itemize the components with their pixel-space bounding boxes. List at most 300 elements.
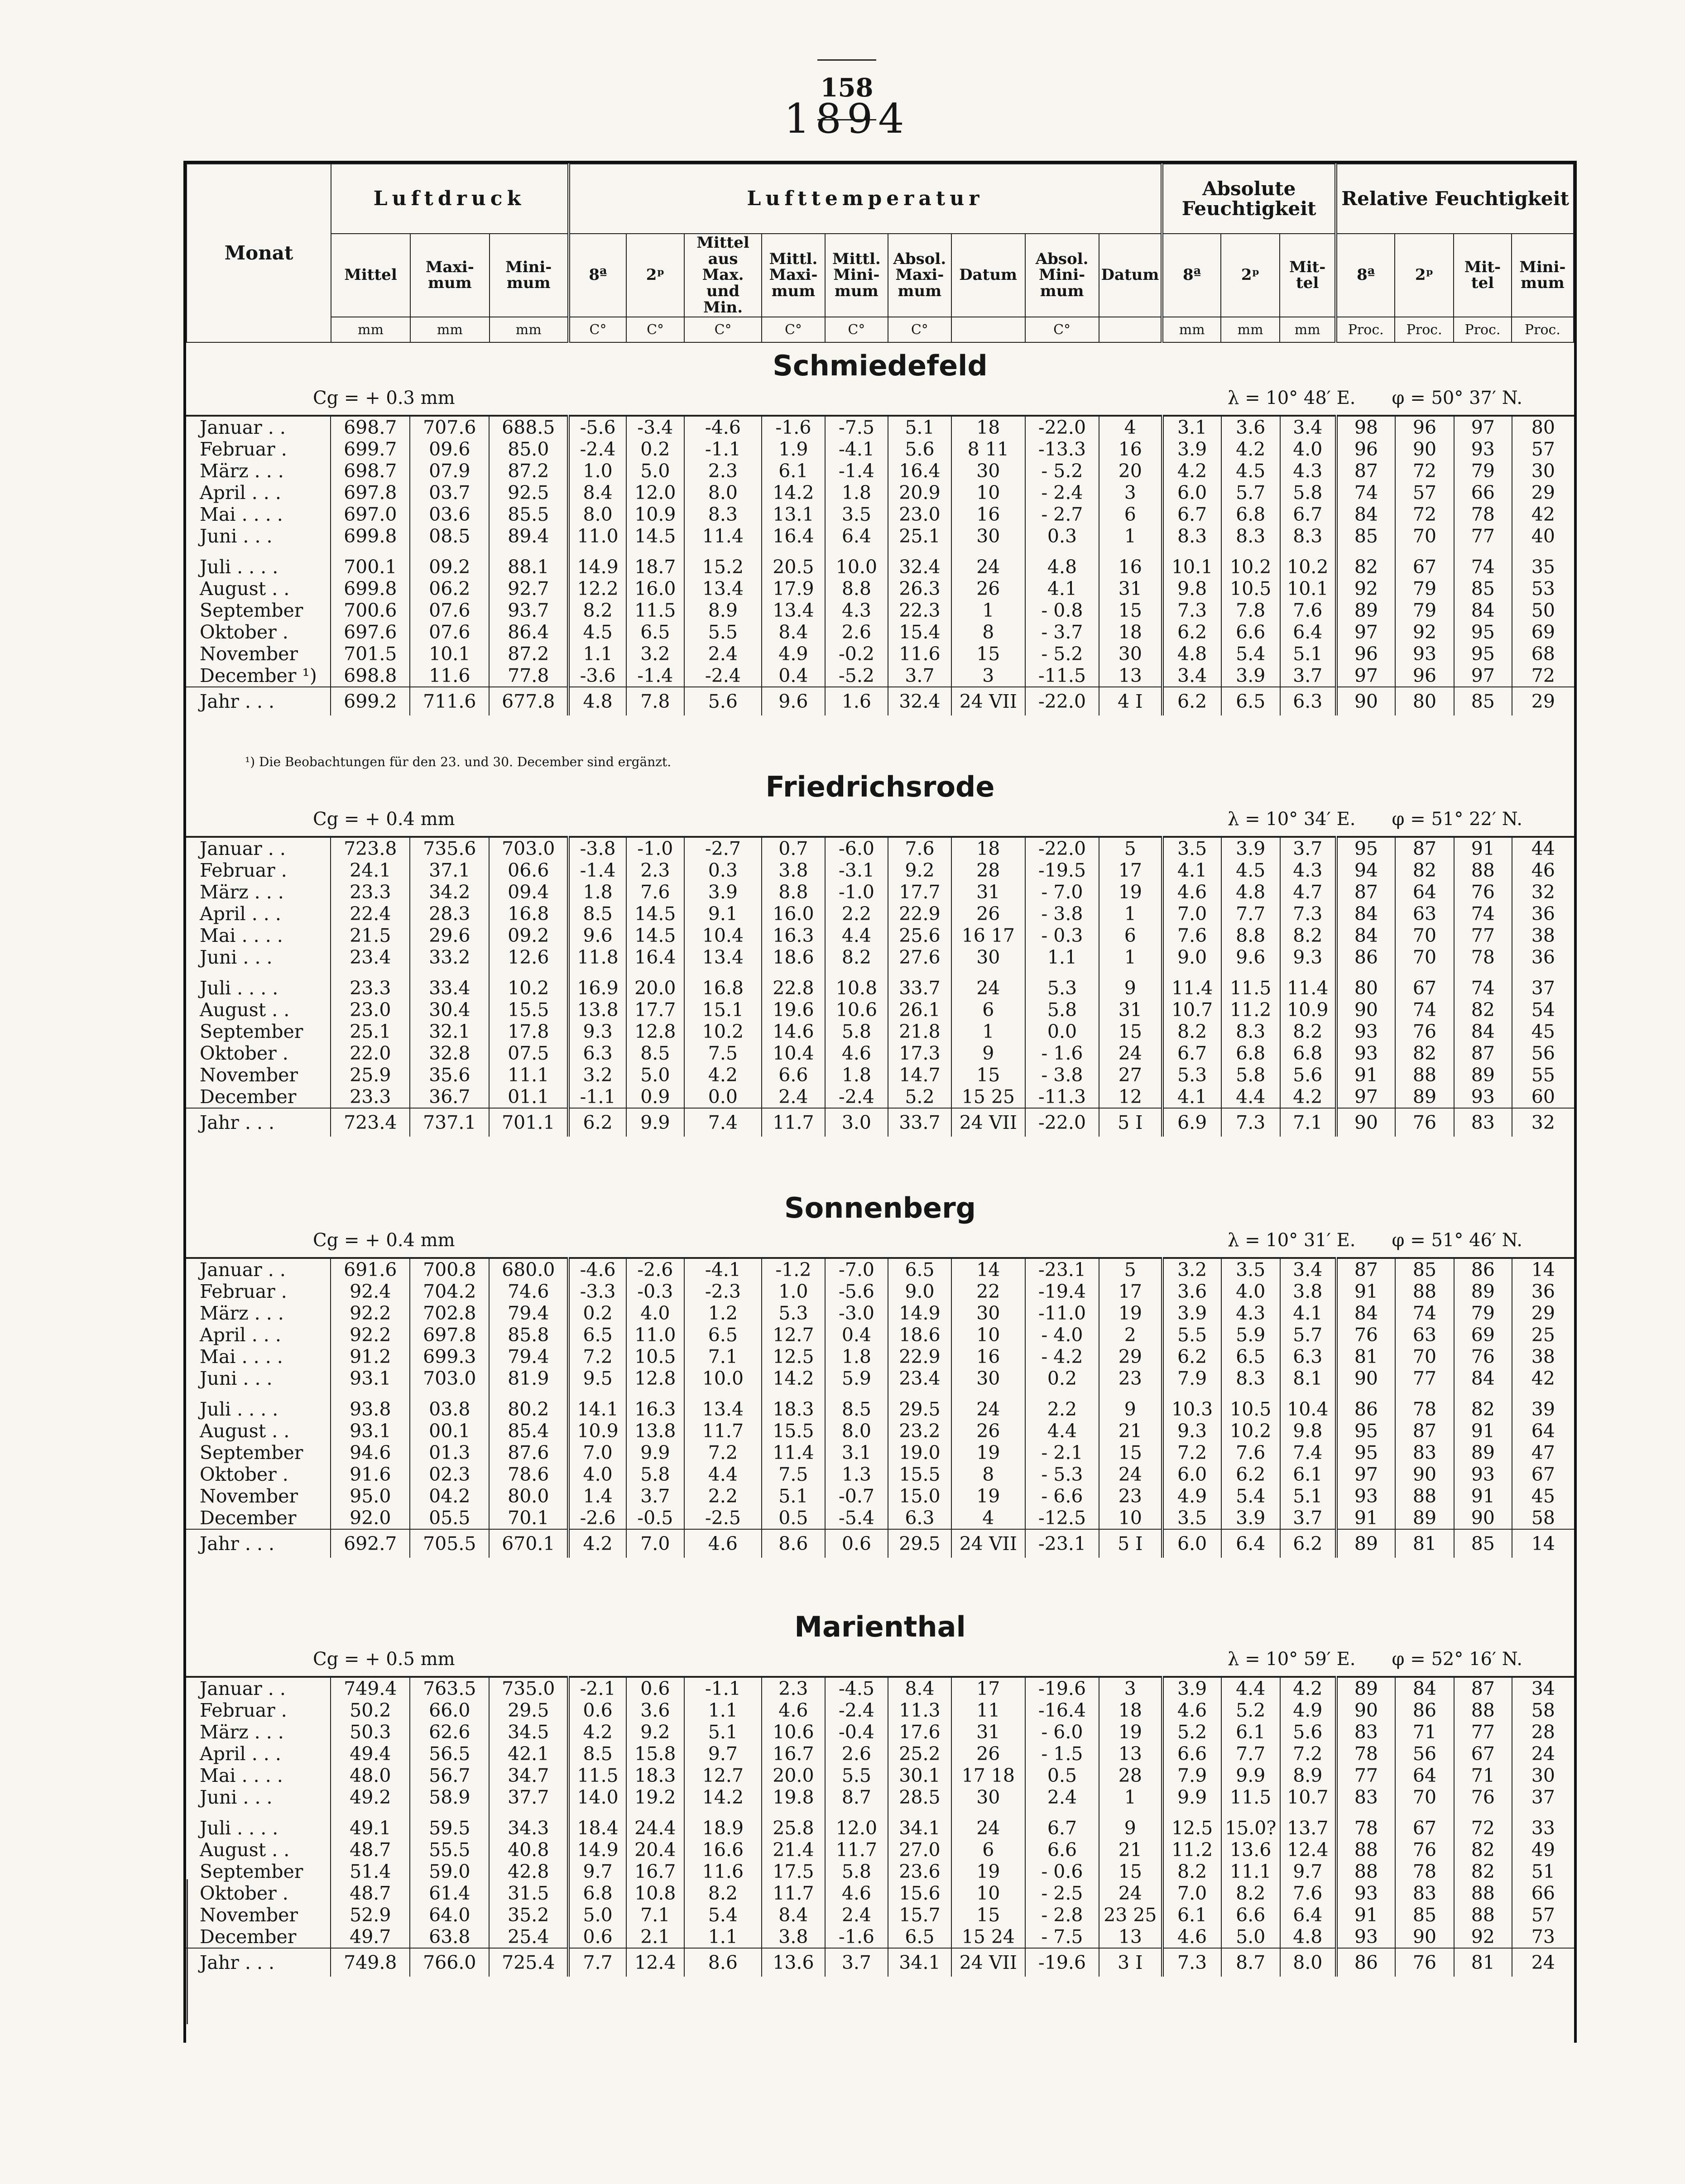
- cell: 16.0: [762, 903, 825, 925]
- cell: 5 I: [1099, 1108, 1162, 1137]
- cell: 7.6: [626, 881, 684, 903]
- gap-cell: [1336, 1808, 1395, 1817]
- station-title: Sonnenberg: [784, 1191, 976, 1224]
- cell: 29: [1099, 1346, 1162, 1368]
- cell: 80: [1512, 416, 1574, 438]
- cell: 17.3: [888, 1042, 951, 1064]
- cell: 89: [1454, 1064, 1512, 1086]
- cell: 6.1: [1162, 1904, 1221, 1926]
- cell: 9.8: [1280, 1420, 1336, 1442]
- cell: -3.1: [825, 859, 888, 881]
- cell: 766.0: [410, 1948, 489, 1977]
- cell: 68: [1512, 643, 1574, 665]
- cell: 79: [1395, 578, 1454, 600]
- subheader-15: 8ª: [1336, 234, 1395, 317]
- cell: 6.6: [1025, 1839, 1099, 1861]
- cell: 18.6: [888, 1324, 951, 1346]
- cell: 90: [1395, 1926, 1454, 1948]
- cell: 28: [1099, 1765, 1162, 1786]
- cell: 80: [1336, 977, 1395, 999]
- cell: 8.6: [684, 1948, 762, 1977]
- cell: 03.7: [410, 482, 489, 504]
- cell: 4.2: [1280, 1086, 1336, 1108]
- cell: - 5.2: [1025, 460, 1099, 482]
- month-label: Juni . . .: [200, 1786, 273, 1808]
- cell: 5.6: [684, 687, 762, 715]
- month-label: Oktober .: [200, 1042, 288, 1064]
- cell: 23.4: [331, 946, 410, 968]
- cell: 03.8: [410, 1398, 489, 1420]
- cell: 8.3: [1221, 525, 1280, 547]
- cell: 32.4: [888, 556, 951, 578]
- cell: 9: [1099, 977, 1162, 999]
- cell: 85: [1395, 1258, 1454, 1281]
- cell: 76: [1395, 1021, 1454, 1042]
- cell: 40: [1512, 525, 1574, 547]
- cell: 9: [1099, 1398, 1162, 1420]
- cell: 80.2: [489, 1398, 568, 1420]
- cell: - 4.2: [1025, 1346, 1099, 1368]
- cell: 34.5: [489, 1721, 568, 1743]
- unit-8: C°: [888, 317, 951, 342]
- cell: 9.5: [568, 1368, 626, 1389]
- cell: 3: [1099, 482, 1162, 504]
- cell: 16.8: [489, 903, 568, 925]
- table-row: [186, 859, 1574, 881]
- cell: 10: [951, 482, 1025, 504]
- cell: 36: [1512, 903, 1574, 925]
- cell: 86: [1454, 1258, 1512, 1281]
- cell: 76: [1454, 881, 1512, 903]
- cell: 3.9: [1162, 438, 1221, 460]
- cell: 06.2: [410, 578, 489, 600]
- cell: 11.4: [1280, 977, 1336, 999]
- cell: 82: [1454, 1839, 1512, 1861]
- cell: -1.6: [825, 1926, 888, 1948]
- cell: 8.0: [568, 504, 626, 525]
- cell: 19.6: [762, 999, 825, 1021]
- cell: 8.2: [1162, 1861, 1221, 1882]
- cell: 5.6: [888, 438, 951, 460]
- station-table: [186, 836, 1574, 1137]
- cell: 36.7: [410, 1086, 489, 1108]
- cell: 4.2: [1221, 438, 1280, 460]
- month-label: März . . .: [200, 1721, 284, 1743]
- cell: 77: [1454, 525, 1512, 547]
- gap-cell: [1221, 1389, 1280, 1398]
- gap-cell: [568, 1808, 626, 1817]
- cell: 3.4: [1280, 1258, 1336, 1281]
- cell: 27.6: [888, 946, 951, 968]
- cell: 6.7: [1162, 1042, 1221, 1064]
- cell: 84: [1454, 1021, 1512, 1042]
- cell: 6.1: [762, 460, 825, 482]
- cell: 30: [951, 1786, 1025, 1808]
- cell: 85: [1454, 578, 1512, 600]
- cell: 16: [1099, 556, 1162, 578]
- cell: -19.6: [1025, 1948, 1099, 1977]
- cell: 11.2: [1221, 999, 1280, 1021]
- month-label: November: [200, 643, 298, 665]
- cell: 688.5: [489, 416, 568, 438]
- cell: 5.0: [568, 1904, 626, 1926]
- cell: 93: [1336, 1042, 1395, 1064]
- cell: 29.5: [888, 1398, 951, 1420]
- cell: 55.5: [410, 1839, 489, 1861]
- cell: 6.6: [1221, 621, 1280, 643]
- cell: 15: [951, 643, 1025, 665]
- row-gap: [186, 547, 1574, 556]
- cell: 7.5: [684, 1042, 762, 1064]
- cell: 699.3: [410, 1346, 489, 1368]
- cell: 1: [1099, 1786, 1162, 1808]
- cell: 60: [1512, 1086, 1574, 1108]
- cell: 2.1: [626, 1926, 684, 1948]
- cell: 5: [1099, 1258, 1162, 1281]
- cell: 23.4: [888, 1368, 951, 1389]
- cell: 28: [951, 859, 1025, 881]
- cell: 67: [1454, 1743, 1512, 1765]
- cell: -22.0: [1025, 1108, 1099, 1137]
- cell: 93: [1336, 1485, 1395, 1507]
- cell: 89.4: [489, 525, 568, 547]
- cell: 1.8: [825, 482, 888, 504]
- cell: 26: [951, 1743, 1025, 1765]
- cell: 7.3: [1280, 903, 1336, 925]
- cell: 9.3: [1280, 946, 1336, 968]
- cell: 6.2: [1221, 1464, 1280, 1485]
- cell: 8.0: [684, 482, 762, 504]
- gap-cell: [684, 968, 762, 977]
- cell: 0.3: [684, 859, 762, 881]
- gap-cell: [1454, 547, 1512, 556]
- table-row: [186, 1904, 1574, 1926]
- cell: 31: [951, 881, 1025, 903]
- table-row: [186, 1302, 1574, 1324]
- cell: 42: [1512, 1368, 1574, 1389]
- unit-6: C°: [762, 317, 825, 342]
- cell: 88: [1395, 1485, 1454, 1507]
- cell: 26: [951, 1420, 1025, 1442]
- cell: 8.8: [1221, 925, 1280, 946]
- cell: 3.9: [1221, 837, 1280, 859]
- subheader-12: 8ª: [1162, 234, 1221, 317]
- cell: 36: [1512, 1281, 1574, 1302]
- cell: 0.2: [626, 438, 684, 460]
- cell: 19: [1099, 1302, 1162, 1324]
- cell: -6.0: [825, 837, 888, 859]
- cell: 697.6: [331, 621, 410, 643]
- cell: 49.2: [331, 1786, 410, 1808]
- cell: 697.0: [331, 504, 410, 525]
- cell: 21.8: [888, 1021, 951, 1042]
- cell: 4.6: [1162, 881, 1221, 903]
- cell: 8.2: [825, 946, 888, 968]
- cell: 16: [1099, 438, 1162, 460]
- gap-cell: [1162, 1808, 1221, 1817]
- month-label: Juli . . . .: [200, 1398, 278, 1420]
- cell: 67: [1395, 977, 1454, 999]
- cell: 18: [951, 416, 1025, 438]
- unit-10: C°: [1025, 317, 1099, 342]
- cell: 14.6: [762, 1021, 825, 1042]
- cell: 4.4: [1025, 1420, 1099, 1442]
- cell: 3.8: [762, 1926, 825, 1948]
- table-row: [186, 1064, 1574, 1086]
- month-label: April . . .: [200, 482, 281, 504]
- month-label: Jahr . . .: [186, 1529, 331, 1558]
- cell: 8.3: [1162, 525, 1221, 547]
- cell: 92.5: [489, 482, 568, 504]
- cell: - 0.8: [1025, 600, 1099, 621]
- cell: -2.1: [568, 1677, 626, 1699]
- cell: 8.5: [568, 903, 626, 925]
- cell: 3.7: [1280, 1507, 1336, 1529]
- cell: 18.7: [626, 556, 684, 578]
- cell: 4.2: [1280, 1677, 1336, 1699]
- cell: 12.0: [626, 482, 684, 504]
- cell: 74: [1454, 977, 1512, 999]
- gap-cell: [1162, 968, 1221, 977]
- cell: 4.9: [1162, 1485, 1221, 1507]
- cell: 84: [1336, 925, 1395, 946]
- cell: 95: [1336, 837, 1395, 859]
- cell: 10: [1099, 1507, 1162, 1529]
- cell: 1.8: [568, 881, 626, 903]
- subheader-16: 2ᵖ: [1395, 234, 1454, 317]
- cell: 1.0: [568, 460, 626, 482]
- cell: 74: [1454, 556, 1512, 578]
- cell: 10.7: [1280, 1786, 1336, 1808]
- cell: -7.0: [825, 1258, 888, 1281]
- cell: 11.1: [489, 1064, 568, 1086]
- cell: -5.6: [825, 1281, 888, 1302]
- cell: 4.7: [1280, 881, 1336, 903]
- cell: 7.1: [1280, 1108, 1336, 1137]
- table-row: [186, 1529, 1574, 1558]
- cell: 50: [1512, 600, 1574, 621]
- gap-cell: [489, 968, 568, 977]
- cell: -2.4: [825, 1699, 888, 1721]
- cell: 9.1: [684, 903, 762, 925]
- cell: 4.1: [1162, 859, 1221, 881]
- cell: 12.4: [1280, 1839, 1336, 1861]
- cell: 25.2: [888, 1743, 951, 1765]
- cell: 77: [1395, 1368, 1454, 1389]
- cell: 88: [1454, 1904, 1512, 1926]
- month-label: Januar . .: [186, 1258, 331, 1281]
- cell: 64: [1395, 881, 1454, 903]
- cell: 90: [1395, 438, 1454, 460]
- cell: 82: [1395, 1042, 1454, 1064]
- cell: 6.5: [626, 621, 684, 643]
- cell: 12.8: [626, 1368, 684, 1389]
- cell: 93: [1454, 1464, 1512, 1485]
- cell: 22: [951, 1281, 1025, 1302]
- cell: -2.3: [684, 1281, 762, 1302]
- cell: 37.1: [410, 859, 489, 881]
- cell: 91.6: [331, 1464, 410, 1485]
- cell: 12.8: [626, 1021, 684, 1042]
- cell: 5.9: [1221, 1324, 1280, 1346]
- cell: 2.2: [825, 903, 888, 925]
- cell: 91: [1454, 1485, 1512, 1507]
- cell: 52.9: [331, 1904, 410, 1926]
- cell: 8: [951, 621, 1025, 643]
- gap-cell: [1025, 1808, 1099, 1817]
- cell: 0.6: [626, 1677, 684, 1699]
- cell: 17.9: [762, 578, 825, 600]
- cell: 5.1: [762, 1485, 825, 1507]
- cell: 6.5: [1221, 1346, 1280, 1368]
- cell: 91: [1336, 1904, 1395, 1926]
- cell: 4.6: [684, 1529, 762, 1558]
- cell: 3.1: [825, 1442, 888, 1464]
- cell: -3.6: [568, 665, 626, 687]
- month-label: Oktober .: [200, 1882, 288, 1904]
- cell: 93: [1336, 1882, 1395, 1904]
- cell: 11.7: [762, 1882, 825, 1904]
- cell: 12.2: [568, 578, 626, 600]
- month-label: December: [200, 1926, 297, 1948]
- cell: 83: [1336, 1721, 1395, 1743]
- cell: 81: [1395, 1529, 1454, 1558]
- cell: 7.7: [568, 1948, 626, 1977]
- cell: 10.2: [1221, 1420, 1280, 1442]
- cell: 33.7: [888, 977, 951, 999]
- cell: 82: [1454, 1861, 1512, 1882]
- cell: 23.3: [331, 977, 410, 999]
- gap-cell: [1162, 547, 1221, 556]
- cell: -1.4: [825, 460, 888, 482]
- gap-cell: [331, 1389, 410, 1398]
- cell: 8.5: [825, 1398, 888, 1420]
- cell: 19: [1099, 881, 1162, 903]
- relative-header: Relative Feuchtigkeit: [1336, 164, 1574, 234]
- table-row: [186, 881, 1574, 903]
- cell: 8.0: [1280, 1948, 1336, 1977]
- cell: 4 I: [1099, 687, 1162, 715]
- cell: 14.2: [684, 1786, 762, 1808]
- subheader-6: Mittl. Maxi-mum: [762, 234, 825, 317]
- gap-cell: [1454, 1808, 1512, 1817]
- cell: 18.3: [762, 1398, 825, 1420]
- cell: 0.3: [1025, 525, 1099, 547]
- cell: 24: [1512, 1948, 1574, 1977]
- cell: 7.6: [888, 837, 951, 859]
- cell: 67: [1395, 1817, 1454, 1839]
- cell: 5.1: [684, 1721, 762, 1743]
- cell: 93.1: [331, 1420, 410, 1442]
- cell: 30: [951, 460, 1025, 482]
- cell: 7.6: [1280, 600, 1336, 621]
- cell: 691.6: [331, 1258, 410, 1281]
- cell: 9.2: [888, 859, 951, 881]
- cell: -3.3: [568, 1281, 626, 1302]
- cell: 90: [1336, 687, 1395, 715]
- gap-cell: [568, 968, 626, 977]
- cell: 4.4: [1221, 1677, 1280, 1699]
- cell: 9.2: [626, 1721, 684, 1743]
- cell: 79.4: [489, 1346, 568, 1368]
- cell: 46: [1512, 859, 1574, 881]
- cell: 697.8: [410, 1324, 489, 1346]
- cell: 77: [1336, 1765, 1395, 1786]
- cell: 12.0: [825, 1817, 888, 1839]
- cell: 1: [1099, 525, 1162, 547]
- cell: 4.8: [1162, 643, 1221, 665]
- cell: 4.8: [1221, 881, 1280, 903]
- cell: 10: [951, 1324, 1025, 1346]
- cell: 1.8: [825, 1346, 888, 1368]
- cell: 93: [1454, 1086, 1512, 1108]
- row-gap: [186, 968, 1574, 977]
- page-number: 158: [788, 43, 906, 133]
- cell: 5.2: [1162, 1721, 1221, 1743]
- cell: 89: [1336, 600, 1395, 621]
- gap-cell: [1336, 968, 1395, 977]
- cell: 15 24: [951, 1926, 1025, 1948]
- cell: 90: [1336, 999, 1395, 1021]
- cell: 45: [1512, 1021, 1574, 1042]
- cell: 1.0: [762, 1281, 825, 1302]
- cell: 36: [1512, 946, 1574, 968]
- month-label: Juli . . . .: [200, 977, 278, 999]
- gap-cell: [410, 968, 489, 977]
- table-row: [186, 1765, 1574, 1786]
- cell: 14.2: [762, 1368, 825, 1389]
- cell: 9: [951, 1042, 1025, 1064]
- month-label: Jahr . . .: [186, 687, 331, 715]
- cell: 699.7: [331, 438, 410, 460]
- unit-15: Proc.: [1336, 317, 1395, 342]
- cell: 9.6: [1221, 946, 1280, 968]
- cell: 4.0: [568, 1464, 626, 1485]
- cell: 79: [1454, 460, 1512, 482]
- cell: 2.2: [1025, 1398, 1099, 1420]
- cell: 30: [951, 1368, 1025, 1389]
- cell: 87: [1336, 881, 1395, 903]
- cell: 711.6: [410, 687, 489, 715]
- table-row: [186, 1398, 1574, 1420]
- cell: 6.6: [762, 1064, 825, 1086]
- cell: 15: [951, 1064, 1025, 1086]
- cell: 5.3: [762, 1302, 825, 1324]
- cell: 95: [1454, 643, 1512, 665]
- cell: 25.1: [888, 525, 951, 547]
- cell: -2.5: [684, 1507, 762, 1529]
- cell: -3.4: [626, 416, 684, 438]
- cell: 12.6: [489, 946, 568, 968]
- cell: 3.6: [1221, 416, 1280, 438]
- cell: 95.0: [331, 1485, 410, 1507]
- cell: 35: [1512, 556, 1574, 578]
- cell: 91: [1336, 1064, 1395, 1086]
- cell: 7.1: [684, 1346, 762, 1368]
- cell: -0.7: [825, 1485, 888, 1507]
- cell: 1.1: [1025, 946, 1099, 968]
- cell: 14.9: [568, 1839, 626, 1861]
- cell: -19.5: [1025, 859, 1099, 881]
- cell: 87.2: [489, 643, 568, 665]
- gap-cell: [1512, 968, 1574, 977]
- cell: 21: [1099, 1420, 1162, 1442]
- gap-cell: [888, 968, 951, 977]
- cell: 0.2: [568, 1302, 626, 1324]
- longitude: λ = 10° 59′ E.: [1228, 1649, 1356, 1670]
- cell: 8: [951, 1464, 1025, 1485]
- month-label: Jahr . . .: [186, 1948, 331, 1977]
